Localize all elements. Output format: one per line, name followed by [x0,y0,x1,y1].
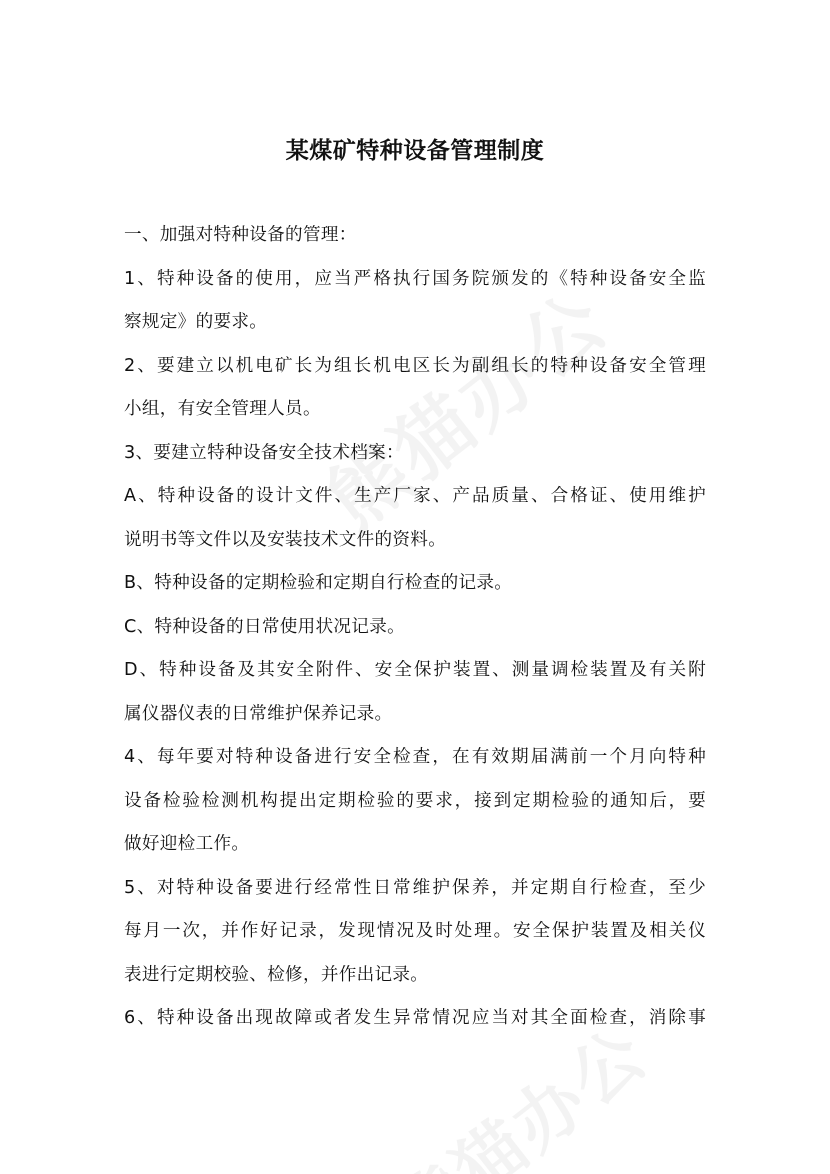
text-line: D、特种设备及其安全附件、安全保护装置、测量调检装置及有关附 [124,660,706,680]
paragraph-item-4 [124,736,706,867]
text-line: B、特种设备的定期检验和定期自行检查的记录。 [124,573,513,593]
paragraph-item-a [124,475,706,562]
text-line: 5、对特种设备要进行经常性日常维护保养，并定期自行检查，至少 [124,877,706,898]
text-line: 4、每年要对特种设备进行安全检查，在有效期届满前一个月向特种 [124,747,706,767]
text-line: 察规定》的要求。 [124,312,268,332]
paragraph-item-3 [124,432,706,476]
text-line: 3、要建立特种设备安全技术档案： [124,442,404,463]
text-line: 表进行定期校验、检修，并作出记录。 [124,964,429,985]
document-body [124,214,706,1041]
paragraph-item-c [124,606,706,650]
paragraph-item-1 [124,258,706,345]
paragraph-item-b [124,562,706,606]
text-line: 小组，有安全管理人员。 [124,399,321,419]
text-line: C、特种设备的日常使用状况记录。 [124,616,405,637]
text-line: 说明书等文件以及安装技术文件的资料。 [124,529,447,550]
text-line: 做好迎检工作。 [124,834,250,854]
text-line: 一、加强对特种设备的管理： [124,225,357,245]
text-line: 6、特种设备出现故障或者发生异常情况应当对其全面检查，消除事 [124,1008,706,1028]
paragraph-item-5 [124,867,706,998]
text-line: 2、要建立以机电矿长为组长机电区长为副组长的特种设备安全管理 [124,355,706,376]
paragraph-item-6 [124,997,706,1041]
text-line: A、特种设备的设计文件、生产厂家、产品质量、合格证、使用维护 [124,486,706,506]
text-line: 设备检验检测机构提出定期检验的要求，接到定期检验的通知后，要 [124,790,706,811]
section-heading-1 [124,214,706,258]
text-line: 1、特种设备的使用，应当严格执行国务院颁发的《特种设备安全监 [124,268,706,289]
text-line: 每月一次，并作好记录，发现情况及时处理。安全保护装置及相关仪 [124,921,706,941]
document-title: 某煤矿特种设备管理制度 [285,138,545,165]
paragraph-item-2 [124,345,706,432]
text-line: 属仪器仪表的日常维护保养记录。 [124,703,393,724]
paragraph-item-d [124,649,706,736]
